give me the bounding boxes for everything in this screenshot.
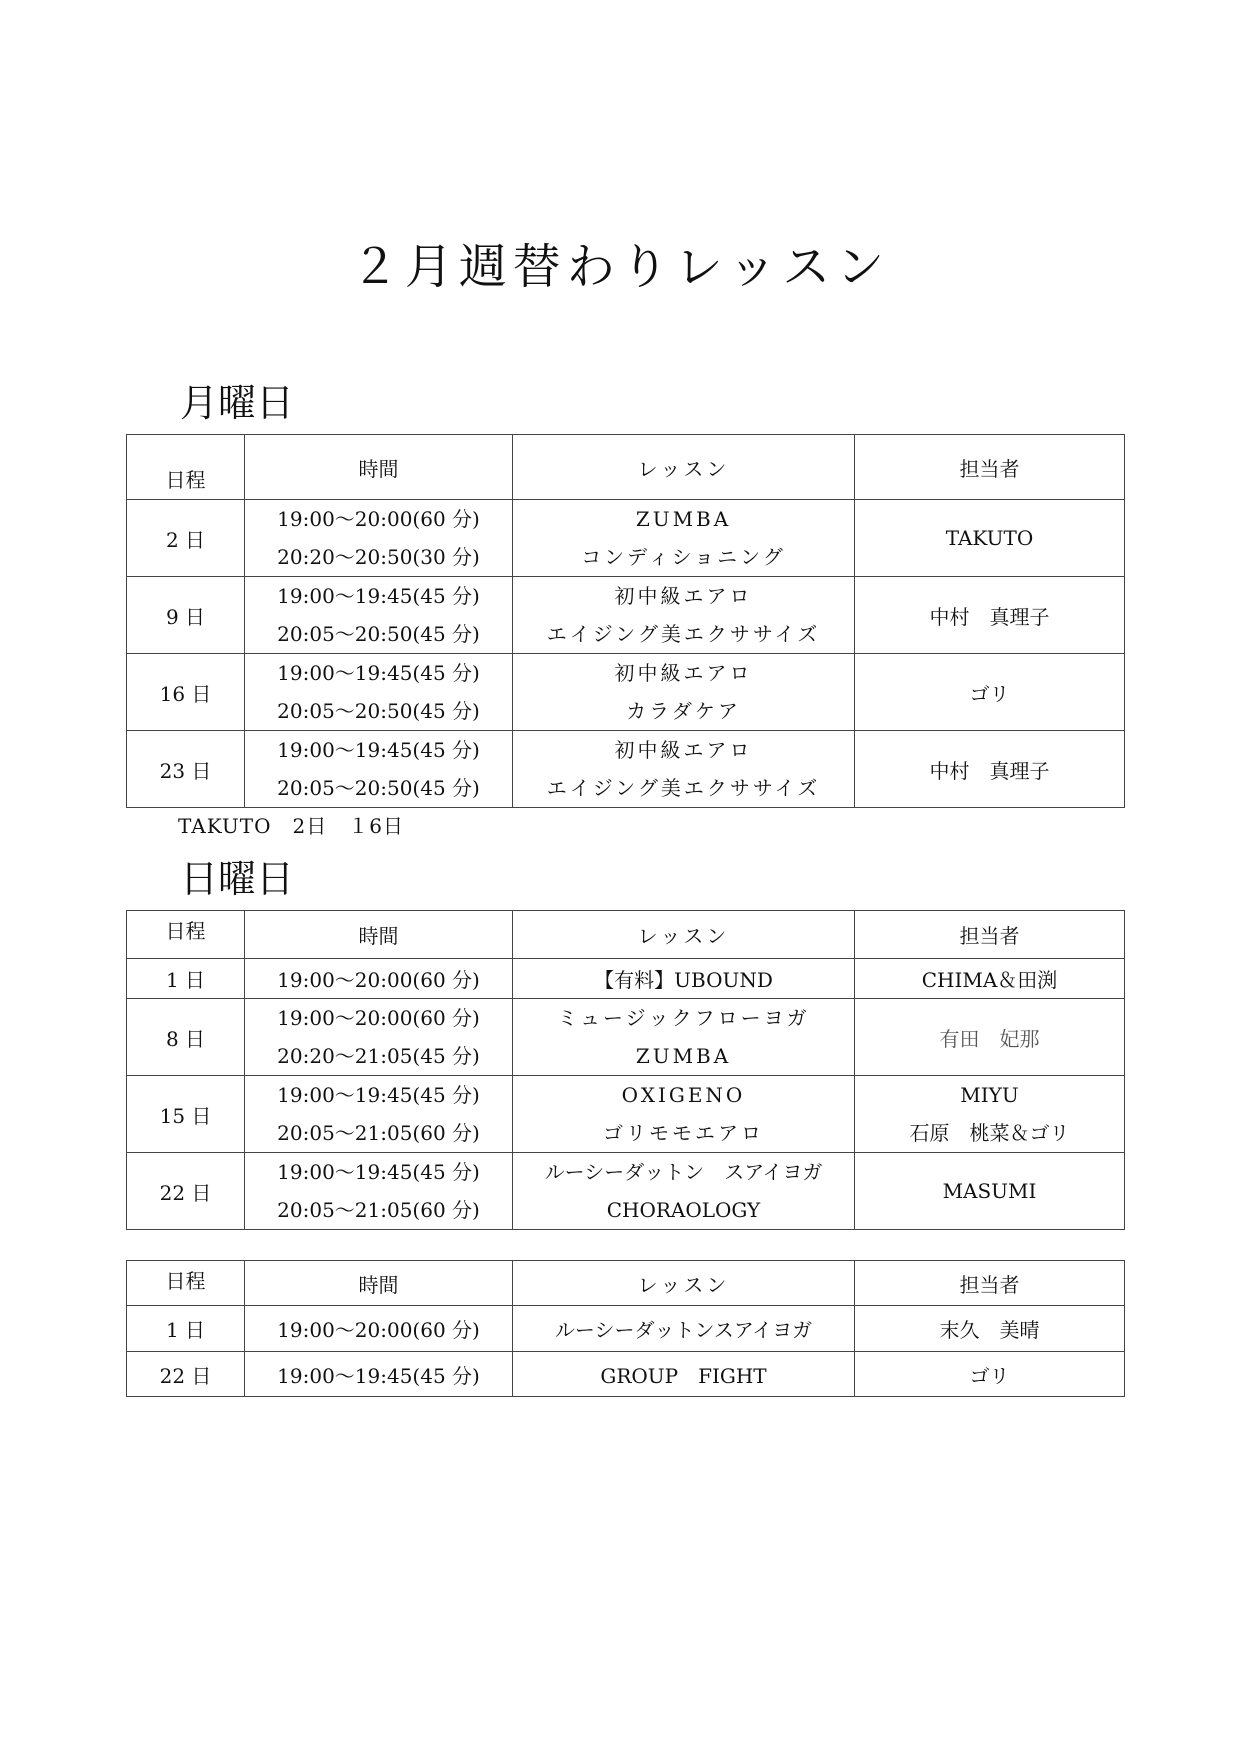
lesson-cell: 【有料】UBOUND (513, 959, 855, 999)
time-cell: 19:00～19:45(45 分) (245, 1352, 513, 1397)
time-cell (245, 500, 513, 577)
instructor-cell: MASUMI (855, 1153, 1125, 1230)
lesson-text: エイジング美エクササイズ (546, 622, 821, 646)
date-column-header: 日程 (127, 911, 245, 959)
date-cell: 8 日 (127, 999, 245, 1076)
instructor-cell (855, 1076, 1125, 1153)
sunday-heading: 日曜日 (180, 857, 295, 901)
time-cell (245, 654, 513, 731)
table-row (127, 1352, 1125, 1397)
time-cell: 19:00～20:00(60 分) (245, 1306, 513, 1352)
lesson-column-header: レッスン (513, 1261, 855, 1306)
lesson-text: 初中級エアロ (614, 738, 753, 762)
instructor-cell: 中村 真理子 (855, 577, 1125, 654)
instructor-column-header: 担当者 (855, 1261, 1125, 1306)
table-row (127, 959, 1125, 999)
table-row (127, 1076, 1125, 1153)
time-text: 19:00～20:00(60 分) (277, 507, 480, 531)
lesson-cell: ルーシーダットンスアイヨガ (513, 1306, 855, 1352)
lesson-text: ZUMBA (635, 507, 732, 531)
instructor-cell: ゴリ (855, 654, 1125, 731)
page-title: ２月週替わりレッスン (350, 239, 891, 295)
time-text: 20:20～21:05(45 分) (277, 1044, 480, 1068)
lesson-cell (513, 500, 855, 577)
table-row (127, 731, 1125, 808)
instructor-cell: TAKUTO (855, 500, 1125, 577)
date-cell: 9 日 (127, 577, 245, 654)
lesson-text: カラダケア (626, 699, 741, 723)
lesson-column-header: レッスン (513, 911, 855, 959)
time-cell: 19:00～20:00(60 分) (245, 959, 513, 999)
instructor-cell: CHIMA＆田渕 (855, 959, 1125, 999)
lesson-text: コンディショニング (581, 545, 786, 569)
lesson-cell (513, 1153, 855, 1230)
instructor-cell: 中村 真理子 (855, 731, 1125, 808)
table-row (127, 999, 1125, 1076)
table-row (127, 1153, 1125, 1230)
lesson-column-header: レッスン (513, 435, 855, 500)
sunday-schedule-table (126, 910, 1125, 1230)
table-header-row (127, 911, 1125, 959)
lesson-text: CHORAOLOGY (606, 1198, 761, 1222)
time-text: 20:05～21:05(60 分) (277, 1121, 480, 1145)
lesson-text: 初中級エアロ (614, 584, 753, 608)
date-cell: 23 日 (127, 731, 245, 808)
lesson-cell: GROUP FIGHT (513, 1352, 855, 1397)
instructor-column-header: 担当者 (855, 911, 1125, 959)
lesson-text: ルーシーダットン スアイヨガ (544, 1160, 823, 1184)
instructor-column-header: 担当者 (855, 435, 1125, 500)
date-cell: 1 日 (127, 1306, 245, 1352)
time-cell (245, 1076, 513, 1153)
date-cell: 2 日 (127, 500, 245, 577)
time-text: 20:05～20:50(45 分) (277, 699, 480, 723)
time-column-header: 時間 (245, 911, 513, 959)
time-text: 19:00～19:45(45 分) (277, 1083, 480, 1107)
lesson-cell (513, 654, 855, 731)
instructor-cell: ゴリ (855, 1352, 1125, 1397)
date-cell: 22 日 (127, 1352, 245, 1397)
time-text: 19:00～19:45(45 分) (277, 1160, 480, 1184)
table-row (127, 500, 1125, 577)
lesson-cell (513, 1076, 855, 1153)
time-text: 20:20～20:50(30 分) (277, 545, 480, 569)
instructor-text: MIYU (960, 1083, 1019, 1107)
monday-note: TAKUTO 2日 １6日 (178, 814, 404, 838)
time-text: 19:00～19:45(45 分) (277, 738, 480, 762)
lesson-text: ZUMBA (635, 1044, 732, 1068)
lesson-text: ミュージックフローヨガ (557, 1006, 810, 1030)
time-cell (245, 999, 513, 1076)
time-text: 20:05～21:05(60 分) (277, 1198, 480, 1222)
lesson-cell (513, 577, 855, 654)
date-column-header: 日程 (127, 435, 245, 500)
date-cell: 15 日 (127, 1076, 245, 1153)
time-column-header: 時間 (245, 1261, 513, 1306)
lesson-text: 初中級エアロ (614, 661, 753, 685)
time-text: 19:00～19:45(45 分) (277, 661, 480, 685)
time-cell (245, 1153, 513, 1230)
time-cell (245, 731, 513, 808)
lesson-text: ゴリモモエアロ (603, 1121, 764, 1145)
time-text: 19:00～20:00(60 分) (277, 1006, 480, 1030)
date-cell: 16 日 (127, 654, 245, 731)
time-cell (245, 577, 513, 654)
instructor-text: 石原 桃菜＆ゴリ (909, 1121, 1070, 1145)
instructor-cell: 有田 妃那 (855, 999, 1125, 1076)
monday-schedule-table (126, 434, 1125, 808)
extra-schedule-table (126, 1260, 1125, 1397)
time-text: 20:05～20:50(45 分) (277, 622, 480, 646)
monday-heading: 月曜日 (180, 381, 295, 425)
date-cell: 1 日 (127, 959, 245, 999)
lesson-cell (513, 999, 855, 1076)
time-text: 19:00～19:45(45 分) (277, 584, 480, 608)
lesson-text: OXIGENO (621, 1083, 746, 1107)
table-row (127, 654, 1125, 731)
instructor-cell: 末久 美晴 (855, 1306, 1125, 1352)
time-column-header: 時間 (245, 435, 513, 500)
lesson-cell (513, 731, 855, 808)
table-row (127, 1306, 1125, 1352)
table-header-row (127, 435, 1125, 500)
date-cell: 22 日 (127, 1153, 245, 1230)
table-row (127, 577, 1125, 654)
lesson-text: エイジング美エクササイズ (546, 776, 821, 800)
table-header-row (127, 1261, 1125, 1306)
date-column-header: 日程 (127, 1261, 245, 1306)
time-text: 20:05～20:50(45 分) (277, 776, 480, 800)
